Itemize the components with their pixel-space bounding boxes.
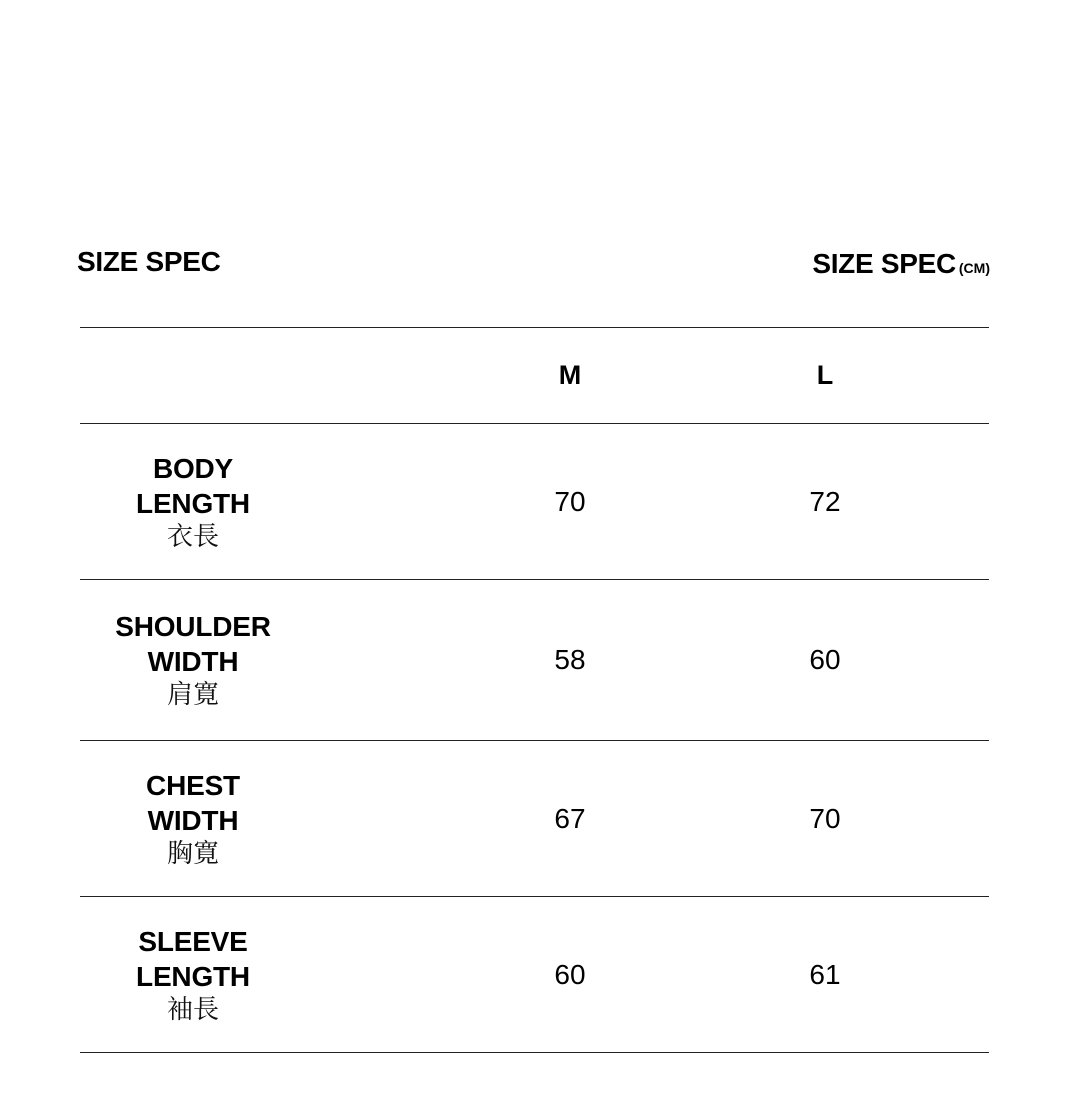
row-label-en: SHOULDER <box>115 611 271 642</box>
size-table <box>80 327 989 1053</box>
unit-label: (CM) <box>958 260 990 276</box>
row-label-jp: 胸寛 <box>166 838 219 869</box>
table-divider <box>80 1052 989 1053</box>
column-header-l: L <box>816 360 834 390</box>
column-header-m: M <box>558 360 582 390</box>
row-label-jp: 袖長 <box>166 994 219 1025</box>
size-spec-cm-title-text: SIZE SPEC <box>812 248 956 279</box>
value-l: 70 <box>809 802 841 834</box>
value-m: 60 <box>554 958 586 990</box>
row-label-en: BODY <box>152 452 234 484</box>
row-label-en: SLEEVE <box>138 925 248 957</box>
table-row <box>80 897 989 1052</box>
size-spec-title: SIZE SPEC <box>77 246 221 277</box>
row-label-en: WIDTH <box>147 804 239 836</box>
row-label <box>80 580 306 740</box>
row-label-en: LENGTH <box>136 960 250 992</box>
value-m: 58 <box>554 644 586 675</box>
table-row <box>80 580 989 740</box>
table-header-row <box>80 328 989 423</box>
row-label-en: WIDTH <box>147 646 239 677</box>
row-label <box>80 741 306 896</box>
row-label-en: CHEST <box>146 769 240 801</box>
row-label-jp: 衣長 <box>166 521 219 552</box>
row-label-en: LENGTH <box>136 487 250 519</box>
value-m: 67 <box>554 802 586 834</box>
value-l: 72 <box>809 485 841 517</box>
value-l: 60 <box>809 644 841 675</box>
row-label <box>80 897 306 1052</box>
row-label <box>80 424 306 579</box>
row-label-jp: 肩寛 <box>166 680 219 710</box>
value-m: 70 <box>554 485 586 517</box>
table-row <box>80 741 989 896</box>
value-l: 61 <box>809 958 841 990</box>
table-row <box>80 424 989 579</box>
size-spec-cm-title <box>812 246 990 286</box>
